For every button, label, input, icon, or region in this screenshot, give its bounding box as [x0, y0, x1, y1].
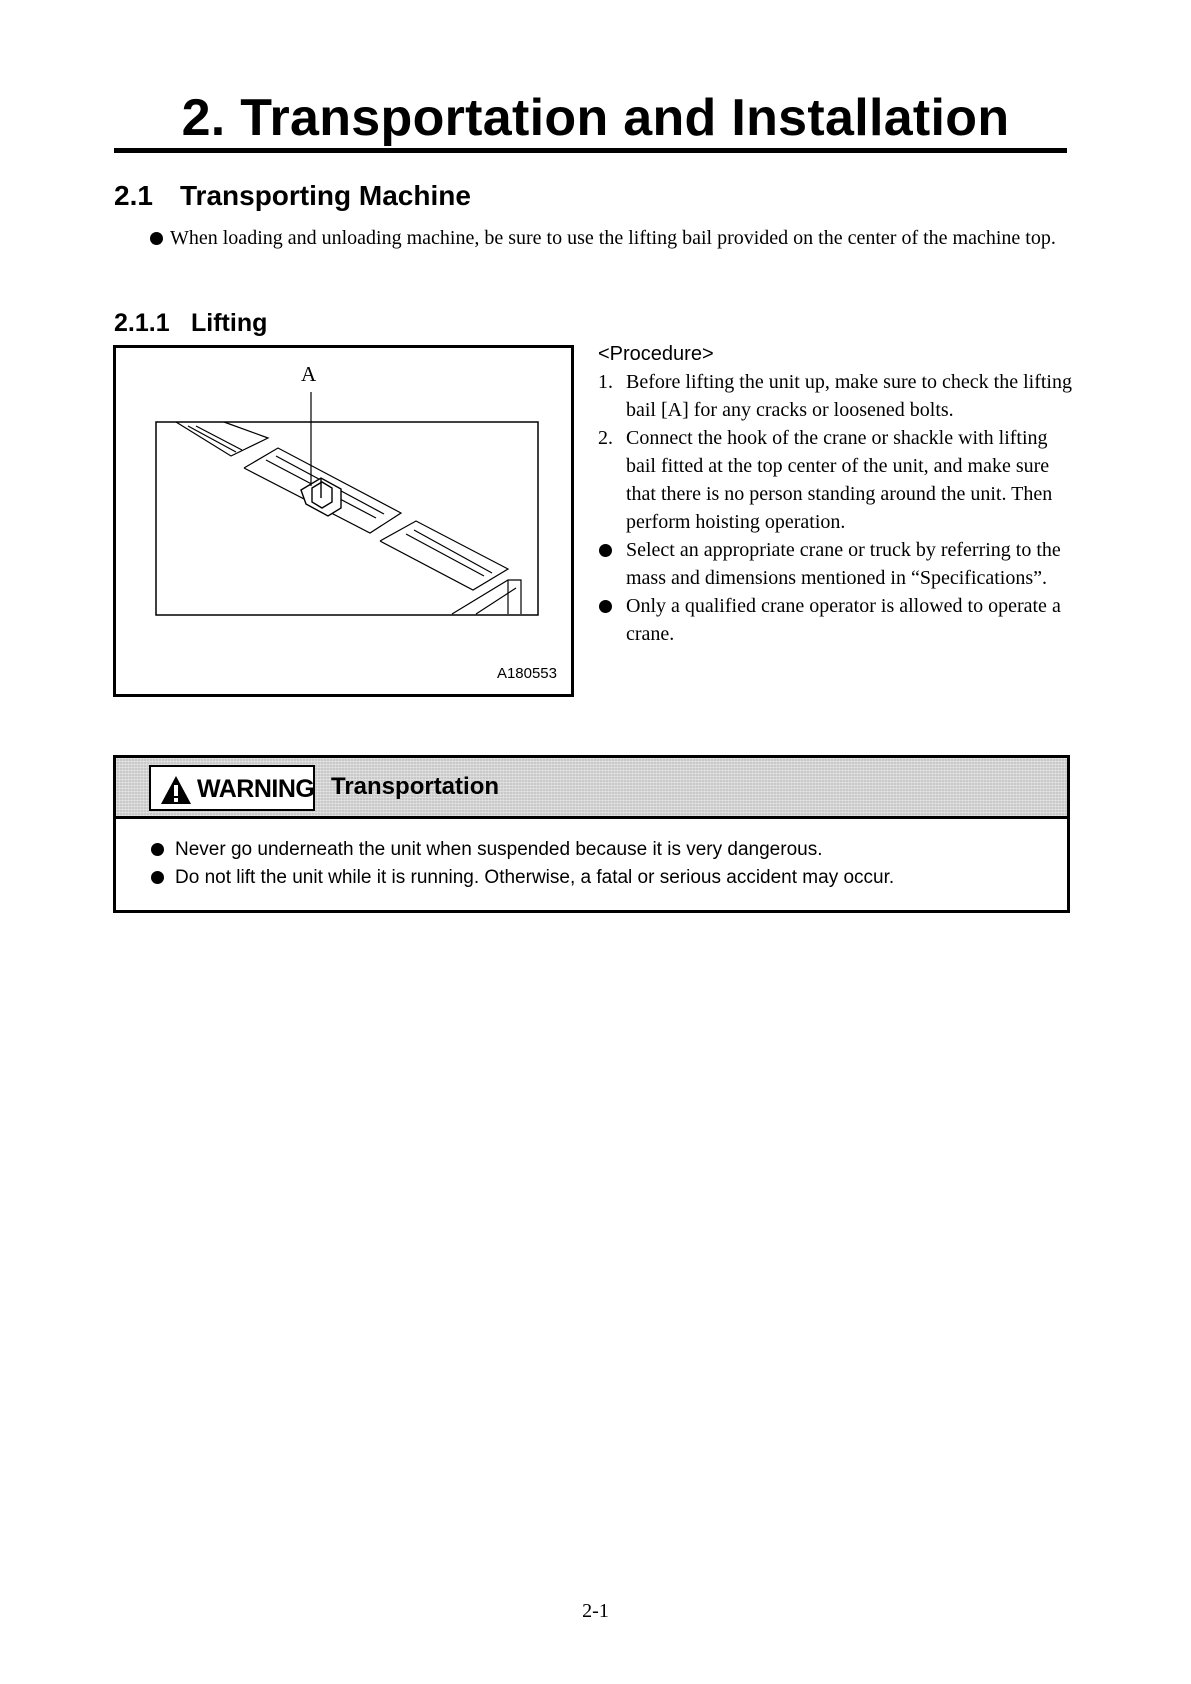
warning-item [151, 864, 1051, 892]
procedure-step [598, 368, 1078, 424]
procedure-note [598, 536, 1078, 592]
procedure-step [598, 424, 1078, 536]
warning-label: WARNING [197, 775, 315, 803]
procedure-block [598, 340, 1078, 648]
bullet-icon [151, 843, 164, 856]
section-title: Transporting Machine [180, 180, 471, 211]
warning-item-text: Do not lift the unit while it is running. Otherwise, a fatal or serious accident may occur. [175, 867, 895, 888]
warning-item-text: Never go underneath the unit when suspended because it is very dangerous. [175, 839, 823, 860]
note-text: Only a qualified crane operator is allowed to operate a crane. [626, 595, 1061, 645]
page-number: 2-1 [582, 1600, 609, 1622]
chapter-title-rule [114, 148, 1067, 153]
procedure-label: <Procedure> [598, 343, 714, 365]
warning-item [151, 836, 1051, 864]
section-intro-bullet [146, 224, 1071, 252]
subsection-heading [114, 306, 267, 340]
step-text: Before lifting the unit up, make sure to check the lifting bail [A] for any cracks or loosened bolts. [626, 371, 1072, 421]
warning-topic: Transportation [331, 773, 500, 800]
bullet-icon [151, 871, 164, 884]
step-number: 2. [598, 427, 613, 449]
section-intro-text: When loading and unloading machine, be sure to use the lifting bail provided on the center of the machine top. [170, 227, 1056, 249]
section-number: 2.1 [114, 180, 153, 211]
lifting-figure [113, 345, 574, 697]
subsection-title: Lifting [191, 309, 268, 337]
warning-badge [149, 765, 315, 811]
section-heading [114, 178, 471, 214]
figure-code: A180553 [496, 665, 557, 682]
bullet-icon [150, 232, 163, 245]
warning-box [113, 755, 1070, 913]
note-text: Select an appropriate crane or truck by referring to the mass and dimensions mentioned in “Specifications”. [626, 539, 1061, 589]
step-number: 1. [598, 371, 613, 393]
step-text: Connect the hook of the crane or shackle with lifting bail fitted at the top center of the unit, and make sure that there is no person standing around the unit. Then perform hoisting operation. [626, 427, 1053, 533]
lifting-bail-illustration [116, 348, 571, 694]
bullet-icon [599, 600, 612, 613]
procedure-note [598, 592, 1078, 648]
figure-callout-label: A [301, 362, 317, 386]
chapter-title: 2. Transportation and Installation [181, 89, 1010, 147]
machine-top-slots [176, 422, 521, 614]
lifting-bail-icon [301, 478, 341, 516]
warning-header [116, 758, 1067, 819]
warning-triangle-icon [159, 774, 193, 806]
subsection-number: 2.1.1 [114, 309, 170, 337]
bullet-icon [599, 544, 612, 557]
warning-list [151, 836, 1051, 892]
